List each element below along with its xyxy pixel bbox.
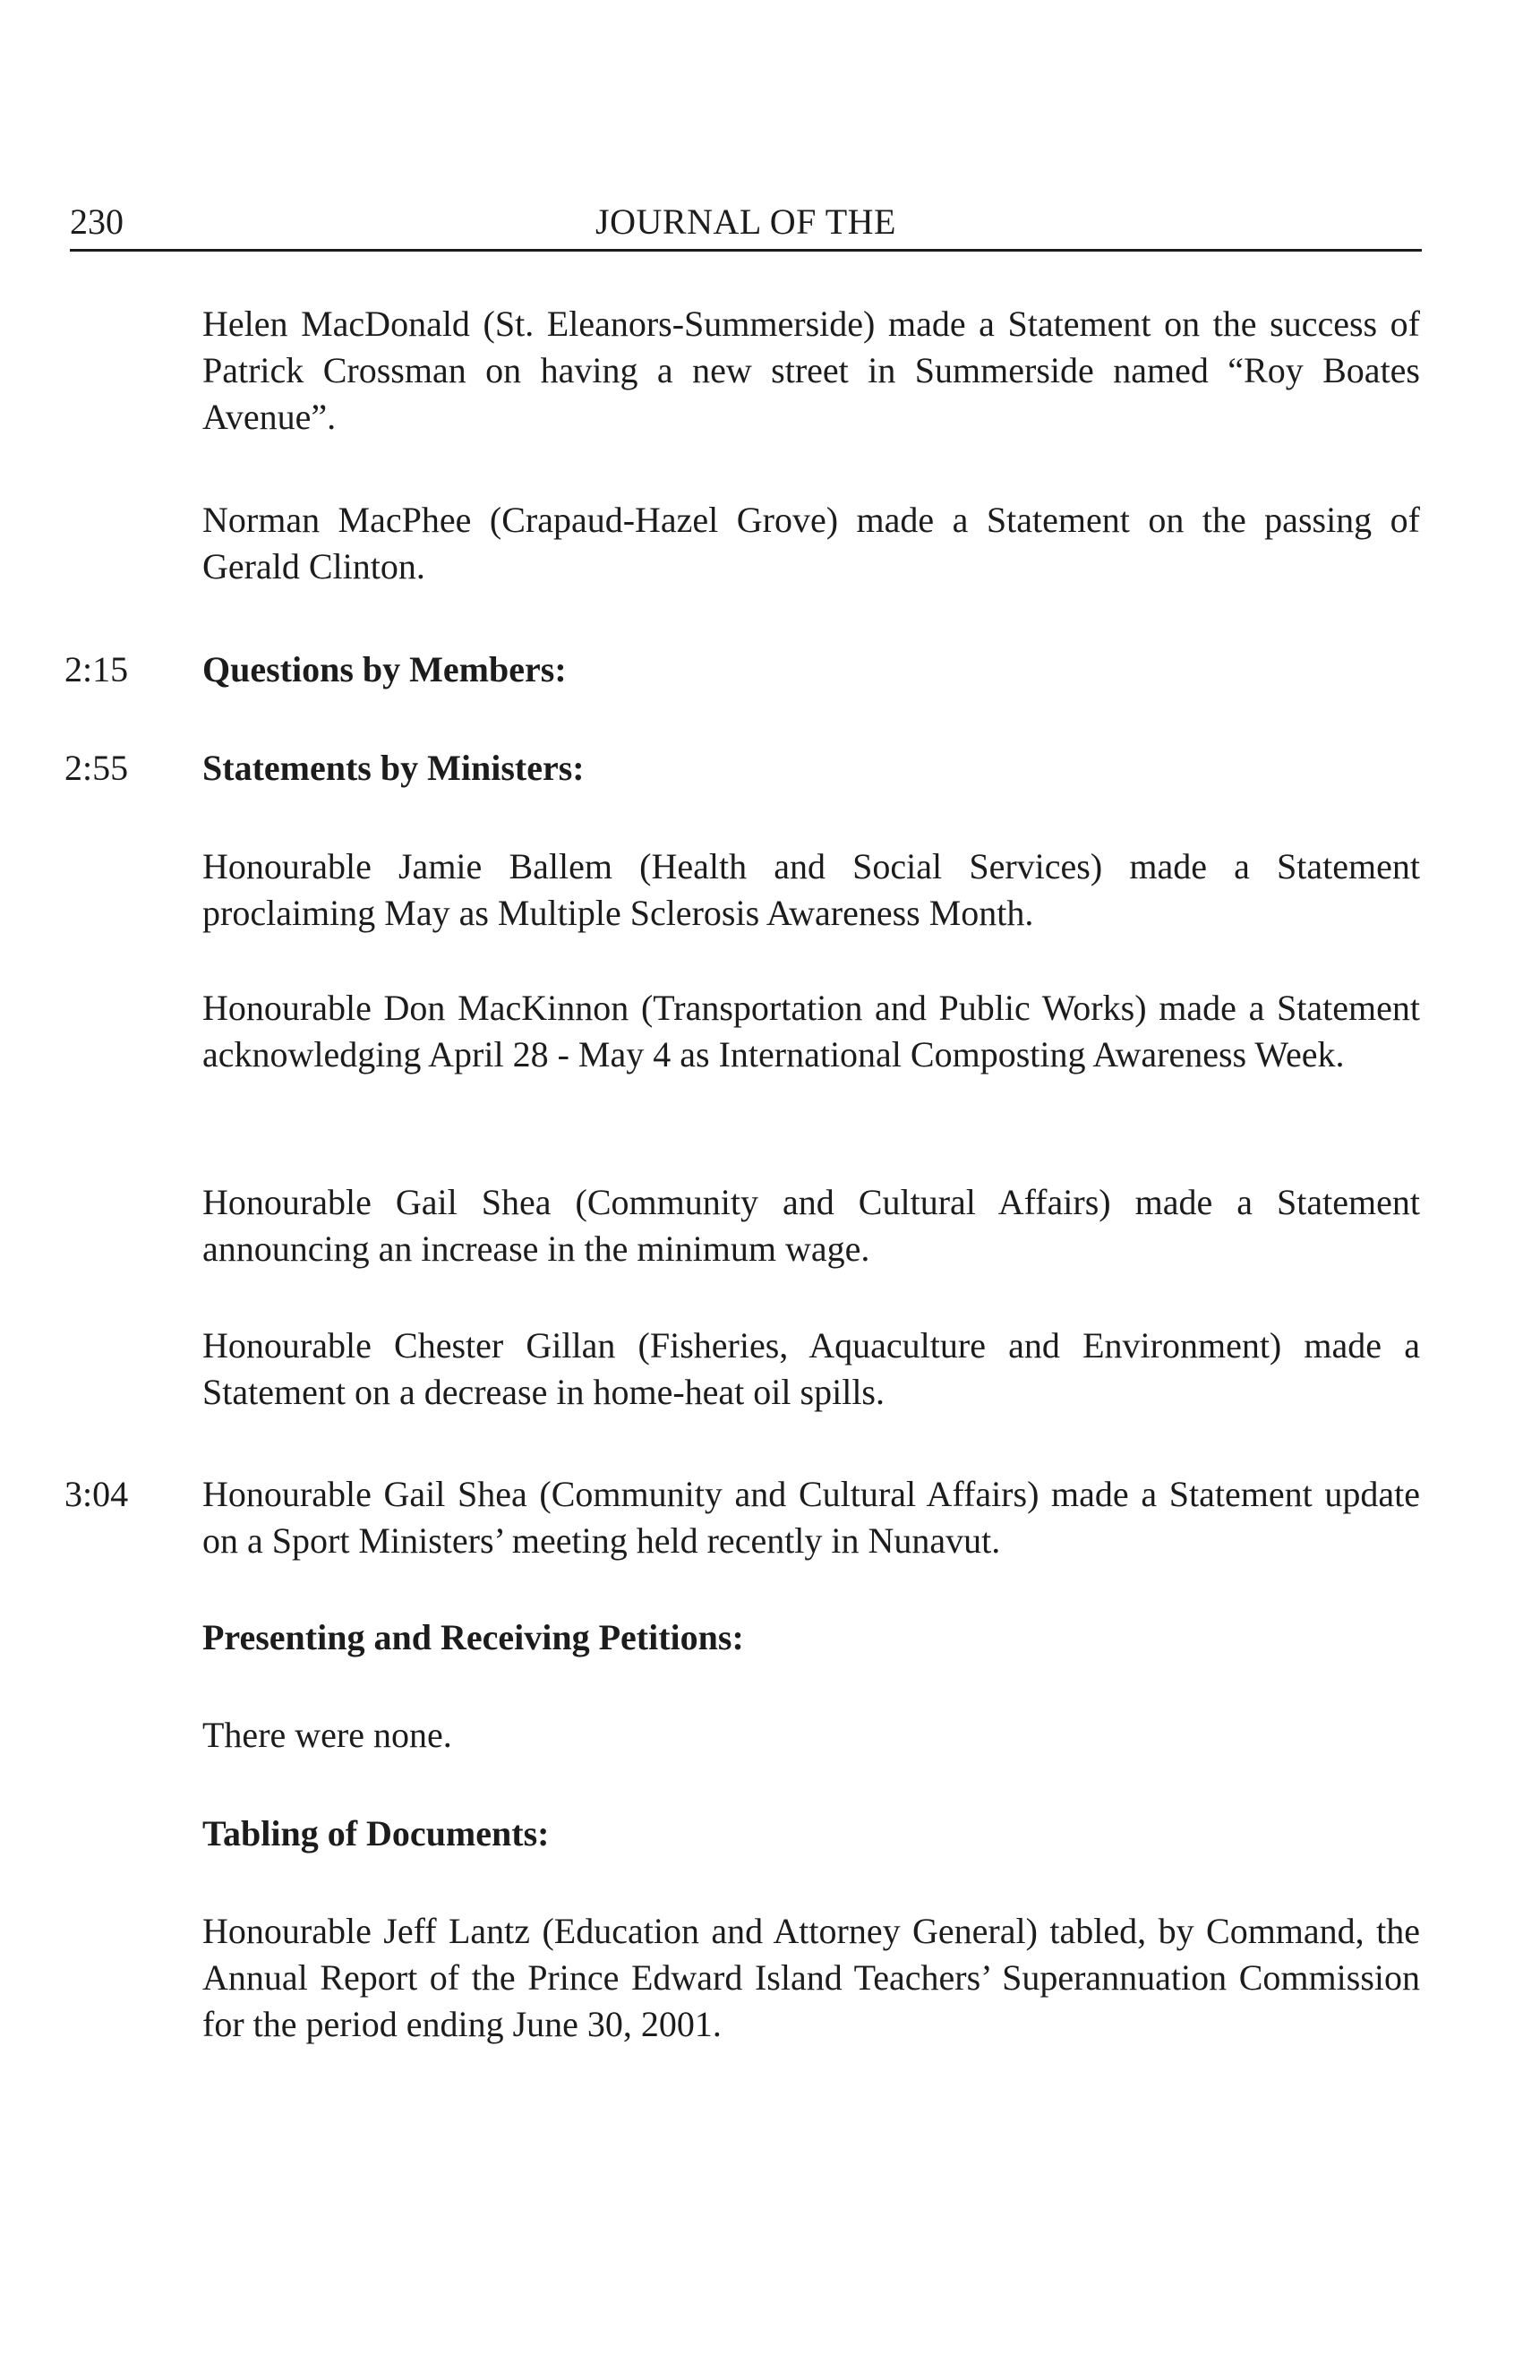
statement-mackinnon: Honourable Don MacKinnon (Transportation and Public Works) made a Statement acknowledging April 28 - May 4 as International Composting Awareness Week.: [202, 988, 1420, 1074]
heading-statements-by-ministers: Statements by Ministers:: [202, 748, 585, 788]
tabling-lantz: Honourable Jeff Lantz (Education and Attorney General) tabled, by Command, the Annual Report of the Prince Edward Island Teachers’ Superannuation Commission for the period ending June 30, 2001.: [202, 1911, 1420, 2044]
time-stamp-2-55: 2:55: [64, 748, 129, 788]
running-head: JOURNAL OF THE: [595, 201, 896, 242]
time-stamp-3-04: 3:04: [64, 1474, 129, 1514]
statement-gillan: Honourable Chester Gillan (Fisheries, Aquaculture and Environment) made a Statement on a decrease in home-heat oil spills.: [202, 1325, 1420, 1412]
statement-macdonald: Helen MacDonald (St. Eleanors-Summerside) made a Statement on the success of Patrick Crossman on having a new street in Summerside named “Roy Boates Avenue”.: [202, 304, 1420, 437]
statement-shea-minimum-wage: Honourable Gail Shea (Community and Cultural Affairs) made a Statement announcing an increase in the minimum wage.: [202, 1182, 1420, 1269]
statement-macphee: Norman MacPhee (Crapaud-Hazel Grove) made a Statement on the passing of Gerald Clinton.: [202, 500, 1420, 586]
petitions-none: There were none.: [202, 1715, 452, 1755]
statement-ballem: Honourable Jamie Ballem (Health and Social Services) made a Statement proclaiming May as Multiple Sclerosis Awareness Month.: [202, 846, 1420, 933]
page-number: 230: [70, 201, 124, 242]
time-stamp-2-15: 2:15: [64, 649, 129, 689]
heading-presenting-petitions: Presenting and Receiving Petitions:: [202, 1617, 744, 1657]
statement-shea-sport-ministers: Honourable Gail Shea (Community and Cultural Affairs) made a Statement update on a Sport Ministers’ meeting held recently in Nunavut.: [202, 1474, 1420, 1561]
page-header: [70, 199, 1422, 252]
heading-tabling-of-documents: Tabling of Documents:: [202, 1813, 550, 1853]
heading-questions-by-members: Questions by Members:: [202, 649, 567, 689]
